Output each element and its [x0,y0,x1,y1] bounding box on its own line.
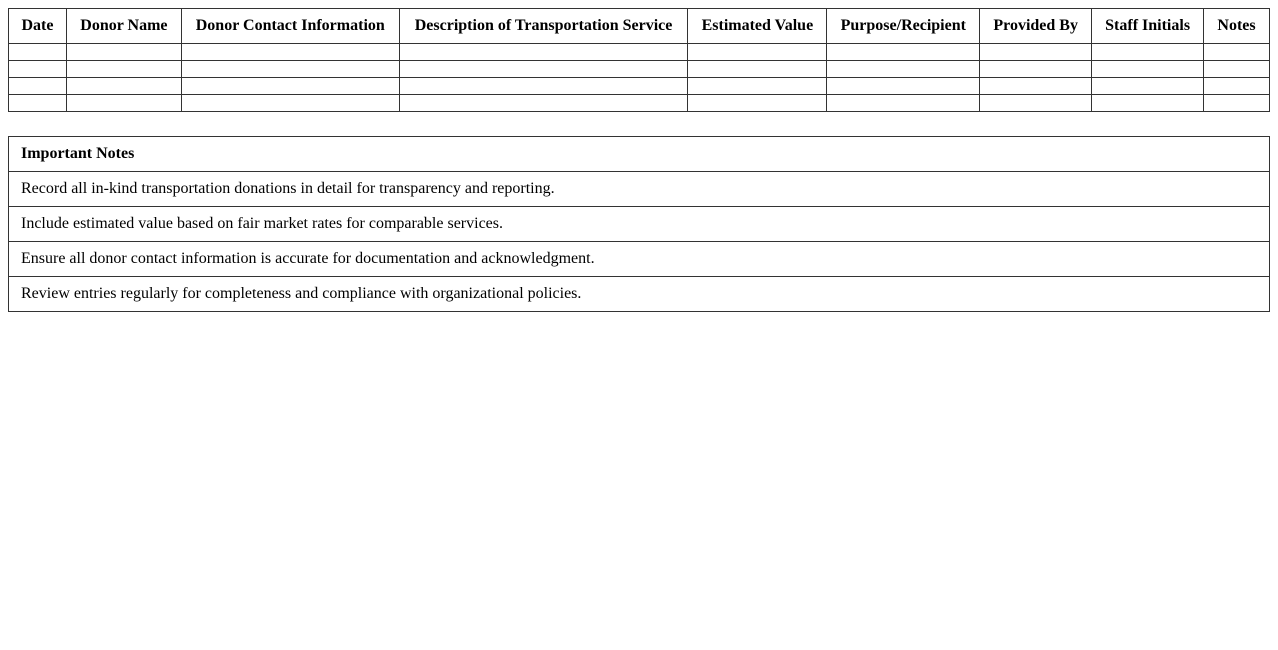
note-row [9,207,1270,242]
cell-staff-initials[interactable] [1092,61,1204,78]
important-notes-table [8,136,1270,312]
cell-date[interactable] [9,95,67,112]
cell-description[interactable] [399,95,688,112]
donation-log-table [8,8,1270,112]
cell-donor-name[interactable] [66,78,181,95]
table-row [9,95,1270,112]
table-row [9,44,1270,61]
column-header-estimated-value: Estimated Value [688,9,827,44]
cell-donor-contact[interactable] [181,44,399,61]
column-header-donor-contact: Donor Contact Information [181,9,399,44]
header-row [9,9,1270,44]
column-header-donor-name: Donor Name [66,9,181,44]
cell-date[interactable] [9,44,67,61]
note-row [9,242,1270,277]
cell-notes[interactable] [1204,44,1270,61]
cell-donor-name[interactable] [66,61,181,78]
cell-description[interactable] [399,44,688,61]
cell-purpose-recipient[interactable] [827,61,980,78]
column-header-description: Description of Transportation Service [399,9,688,44]
cell-provided-by[interactable] [980,78,1092,95]
notes-header-row [9,137,1270,172]
column-header-provided-by: Provided By [980,9,1092,44]
note-item: Review entries regularly for completeness and compliance with organizational policies. [9,277,1270,312]
note-item: Ensure all donor contact information is accurate for documentation and acknowledgment. [9,242,1270,277]
cell-description[interactable] [399,61,688,78]
column-header-date: Date [9,9,67,44]
cell-estimated-value[interactable] [688,44,827,61]
cell-estimated-value[interactable] [688,61,827,78]
cell-purpose-recipient[interactable] [827,78,980,95]
cell-donor-name[interactable] [66,44,181,61]
table-row [9,61,1270,78]
table-row [9,78,1270,95]
cell-provided-by[interactable] [980,44,1092,61]
cell-purpose-recipient[interactable] [827,95,980,112]
cell-estimated-value[interactable] [688,78,827,95]
column-header-staff-initials: Staff Initials [1092,9,1204,44]
cell-staff-initials[interactable] [1092,95,1204,112]
column-header-purpose-recipient: Purpose/Recipient [827,9,980,44]
cell-staff-initials[interactable] [1092,78,1204,95]
cell-description[interactable] [399,78,688,95]
cell-notes[interactable] [1204,78,1270,95]
cell-provided-by[interactable] [980,61,1092,78]
cell-donor-name[interactable] [66,95,181,112]
cell-date[interactable] [9,78,67,95]
document-body [8,8,1270,312]
cell-notes[interactable] [1204,61,1270,78]
notes-title: Important Notes [9,137,1270,172]
note-row [9,277,1270,312]
cell-provided-by[interactable] [980,95,1092,112]
cell-notes[interactable] [1204,95,1270,112]
column-header-notes: Notes [1204,9,1270,44]
cell-purpose-recipient[interactable] [827,44,980,61]
note-row [9,172,1270,207]
cell-donor-contact[interactable] [181,61,399,78]
cell-staff-initials[interactable] [1092,44,1204,61]
cell-estimated-value[interactable] [688,95,827,112]
cell-donor-contact[interactable] [181,78,399,95]
cell-date[interactable] [9,61,67,78]
note-item: Include estimated value based on fair market rates for comparable services. [9,207,1270,242]
cell-donor-contact[interactable] [181,95,399,112]
note-item: Record all in-kind transportation donations in detail for transparency and reporting. [9,172,1270,207]
